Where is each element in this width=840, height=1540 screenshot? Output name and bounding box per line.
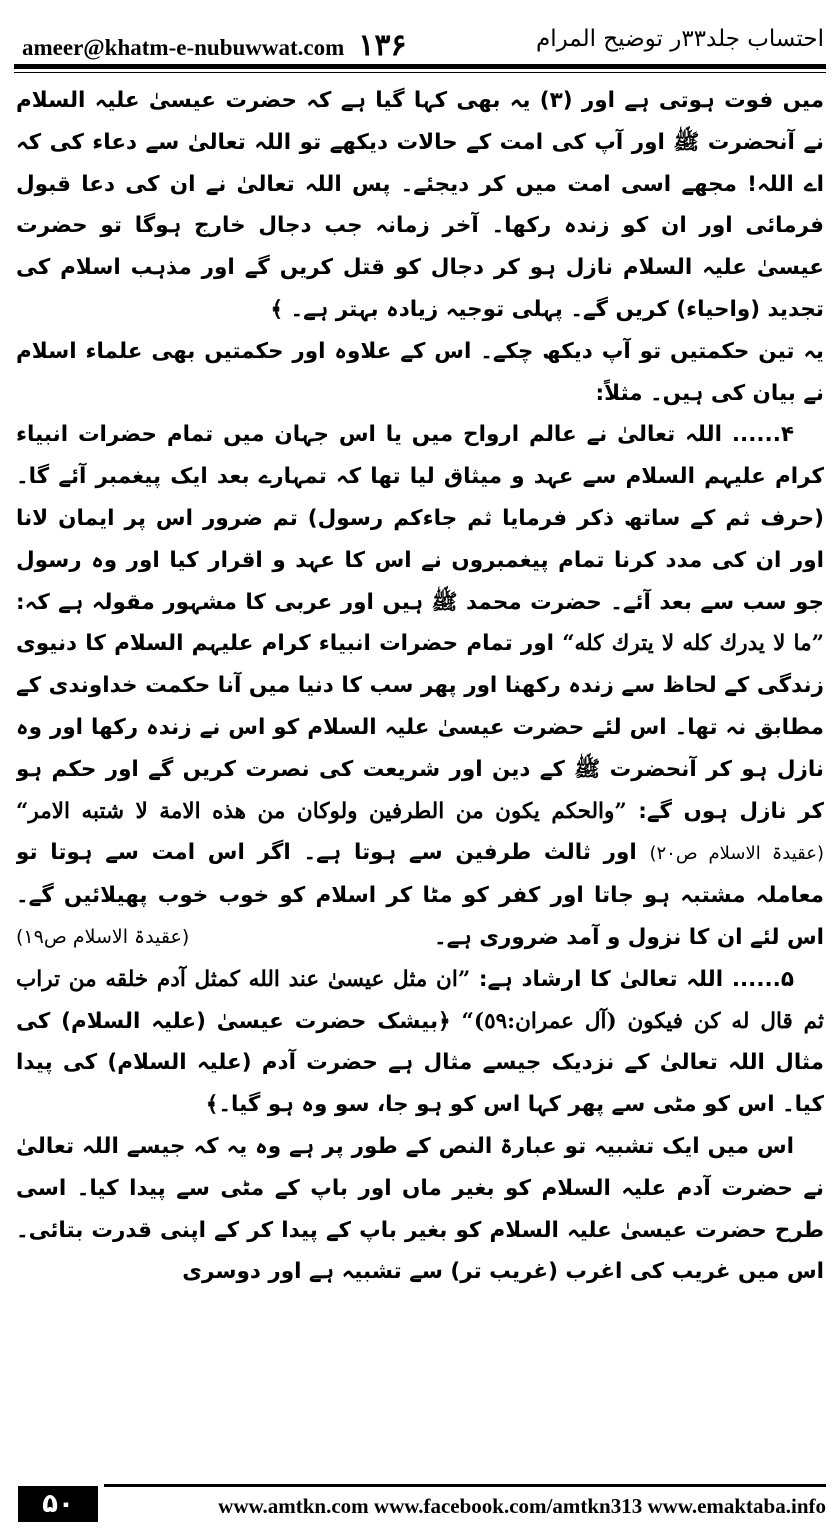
reference-1: (عقیدۃ الاسلام ص۲۰) bbox=[649, 843, 824, 865]
paragraph-1: میں فوت ہوتی ہے اور (۳) یہ بھی کہا گیا ہے کہ حضرت عیسیٰ علیہ السلام نے آنحضرت ﷺ اور آپ کی امت کے حالات دیکھے تو اللہ تعالیٰ سے دعاء کی کہ اے اللہ! مجھے اسی امت میں کر دیجئے۔ پس اللہ تعالیٰ نے ان کی دعا قبول فرمائی اور ان کو زندہ رکھا۔ آخر زمانہ جب دجال خارج ہوگا تو حضرت عیسیٰ علیہ السلام نازل ہو کر دجال کو قتل کریں گے اور مذہب اسلام کی تجدید (واحیاء) کریں گے۔ پہلی توجیہ زیادہ بہتر ہے۔ ﴾ bbox=[16, 88, 824, 322]
header-rule-thin bbox=[14, 72, 826, 73]
paragraph-5: اس میں ایک تشبیہ تو عبارۃ النص کے طور پر ہے وہ یہ کہ جیسے اللہ تعالیٰ نے حضرت آدم علیہ السلام کو بغیر ماں اور باپ کے مٹی سے پیدا کیا۔ اسی طرح حضرت عیسیٰ علیہ السلام کو بغیر باپ کے پیدا کر کے اپنی قدرت بتائی۔ اس میں غریب کی اغرب (غریب تر) سے تشبیہ ہے اور دوسری bbox=[16, 1133, 824, 1285]
footer-links: www.amtkn.com www.facebook.com/amtkn313 www.emaktaba.info bbox=[218, 1494, 826, 1518]
header-left bbox=[22, 28, 407, 63]
page-header bbox=[14, 18, 826, 64]
header-email: ameer@khatm-e-nubuwwat.com bbox=[22, 35, 345, 60]
reference-2: (عقیدۃ الاسلام ص۱۹) bbox=[16, 925, 190, 948]
header-rule-thick bbox=[14, 64, 826, 69]
footer-rule bbox=[104, 1484, 826, 1487]
arabic-verse: ”ان مثل عيسىٰ عند الله كمثل آدم خلقه من تراب ثم قال له كن فيكون (آل عمران:٥٩)“ bbox=[16, 966, 824, 1034]
paragraph-3-text-c: اور ثالث طرفین سے ہوتا ہے۔ اگر اس امت سے ہوتا تو معاملہ مشتبہ ہو جاتا اور کفر کو مٹا کر اسلام کو خوب خوب پھیلائیں گے۔ اس لئے ان کا نزول و آمد ضروری ہے۔ bbox=[16, 840, 824, 950]
paragraph-3 bbox=[16, 414, 824, 958]
paragraph-2: یہ تین حکمتیں تو آپ دیکھ چکے۔ اس کے علاوہ اور حکمتیں بھی علماء اسلام نے بیان کی ہیں۔ مثلاً: bbox=[16, 338, 824, 406]
arabic-quote-2: ”والحكم يكون من الطرفين ولوكان من هذه الامة لا شتبه الامر“ bbox=[16, 798, 627, 824]
header-page-marker: ۱۳۶ bbox=[358, 29, 407, 62]
footer-page-number: ۵۰ bbox=[18, 1486, 98, 1522]
paragraph-4-text-a: ۵...... اللہ تعالیٰ کا ارشاد ہے: bbox=[478, 966, 794, 992]
header-book-title: احتساب جلد۳۳ر توضیح المرام bbox=[535, 26, 824, 52]
paragraph-3-text-b: اور تمام حضرات انبیاء کرام علیہم السلام کا دنیوی زندگی کے لحاظ سے زندہ رکھنا اور پھر سب کا دنیا میں آنا حکمت خداوندی کے مطابق نہ تھا۔ اس لئے حضرت عیسیٰ علیہ السلام کو اس نے زندہ رکھا اور وہ نازل ہو کر آنحضرت ﷺ کے دین اور شریعت کی نصرت کریں گے اور حکم ہو کر نازل ہوں گے: bbox=[16, 631, 824, 824]
page-body bbox=[16, 80, 824, 1470]
paragraph-3-text-a: ۴...... اللہ تعالیٰ نے عالم ارواح میں یا اس جہان میں تمام حضرات انبیاء کرام علیہم السلام سے عہد و میثاق لیا تھا کہ تمہارے بعد ایک پیغمبر آئے گا۔ (حرف ثم کے ساتھ ذکر فرمایا ثم جاءکم رسول) تم ضرور اس پر ایمان لانا اور ان کی مدد کرنا تمام پیغمبروں نے اس کا عہد و اقرار کیا اور وہ رسول جو سب سے بعد آئے۔ حضرت محمد ﷺ ہیں اور عربی کا مشہور مقولہ ہے کہ: bbox=[16, 422, 824, 615]
paragraph-4 bbox=[16, 959, 824, 1126]
paragraph-4-text-b: ﴿بیشک حضرت عیسیٰ (علیہ السلام) کی مثال اللہ تعالیٰ کے نزدیک جیسے مثال ہے حضرت آدم (علیہ السلام) کی پیدا کیا۔ اس کو مٹی سے پھر کہا اس کو ہو جا، سو وہ ہو گیا۔﴾ bbox=[16, 1008, 824, 1118]
page-footer bbox=[14, 1484, 826, 1524]
arabic-quote-1: ”ما لا یدرك كله لا يترك كله“ bbox=[562, 631, 824, 657]
